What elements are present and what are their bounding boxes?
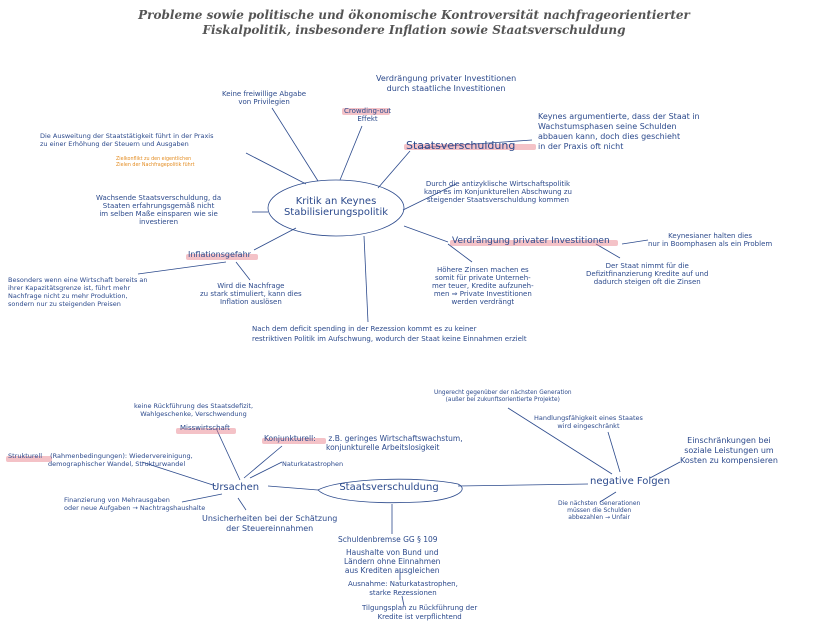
map1-wachsende-note: Wachsende Staatsverschuldung, da Staaten erfahrungsgemäß nicht im selben Maße einsparen wie sie investieren [96, 194, 222, 226]
map1-keynes-argument-note: Keynes argumentierte, dass der Staat in Wachstumsphasen seine Schulden abbauen kann, doch dies geschieht in der Praxis oft nicht [538, 112, 700, 151]
map2-haushalte-note: Haushalte von Bund und Ländern ohne Einnahmen aus Krediten ausgleichen [344, 548, 441, 575]
map2-strukturell-text: (Rahmenbedingungen): Wiedervereinigung, demographischer Wandel, Strukturwandel [48, 452, 193, 468]
map1-antizyklisch-note: Durch die antizyklische Wirtschaftspolitik kann es im Konjunkturellen Abschwung zu steigender Staatsverschuldung kommen [424, 180, 572, 204]
map2-naturkatastrophen-node: Naturkatastrophen [282, 460, 344, 468]
map1-nachfrage-note: Wird die Nachfrage zu stark stimuliert, kann dies Inflation auslösen [200, 282, 302, 306]
map1-hoehere-zinsen-note: Höhere Zinsen machen es somit für private Unterneh- mer teuer, Kredite aufzuneh- men ⇒ Private Investitionen werden verdrängt [432, 266, 534, 306]
map2-negative-folgen-node: negative Folgen [590, 476, 671, 487]
map1-verdraengung-private-node: Verdrängung privater Investitionen [452, 236, 610, 246]
page-title-line-2: Fiskalpolitik, insbesondere Inflation sowie Staatsverschuldung [202, 23, 626, 37]
page-title-line-1: Probleme sowie politische und ökonomische Kontroversität nachfrageorientierter [138, 8, 690, 22]
map1-crowding-out-node: Crowding-out Effekt [344, 107, 392, 123]
map1-staatsverschuldung-node: Staatsverschuldung [406, 139, 516, 152]
map2-konjunkturell-text: z.B. geringes Wirtschaftswachstum, konjunkturelle Arbeitslosigkeit [326, 434, 463, 452]
map1-besonders-note: Besonders wenn eine Wirtschaft bereits an ihrer Kapazitätsgrenze ist, führt mehr Nachfrage nicht zu mehr Produktion, sondern nur zu steigenden Preisen [8, 276, 148, 308]
map1-freiwillig-note: Keine freiwillige Abgabe von Privilegien [222, 90, 307, 106]
map1-ausweitung-note: Die Ausweitung der Staatstätigkeit führt in der Praxis zu einer Erhöhung der Steuern und Ausgaben [40, 132, 214, 148]
map2-ursachen-node: Ursachen [212, 482, 260, 493]
map2-ausnahme-note: Ausnahme: Naturkatastrophen, starke Rezessionen [348, 580, 458, 597]
map1-keynesianer-note: Keynesianer halten dies nur in Boomphasen als ein Problem [648, 232, 773, 248]
map1-verdraengung-top-note: Verdrängung privater Investitionen durch staatliche Investitionen [376, 74, 517, 93]
map2-schuldenbremse-node: Schuldenbremse GG § 109 [338, 535, 438, 544]
map2-einschraenkungen-note: Einschränkungen bei soziale Leistungen um Kosten zu kompensieren [680, 436, 778, 465]
map1-deficit-spending-note: Nach dem deficit spending in der Rezession kommt es zu keiner restriktiven Politik im Aufschwung, wodurch der Staat keine Einnahmen erzielt [252, 325, 527, 343]
map2-naechste-gen-note: Die nächsten Generationen müssen die Schulden abbezahlen → Unfair [558, 500, 641, 521]
map2-center-node: Staatsverschuldung [339, 482, 439, 493]
map2-ungerecht-note: Ungerecht gegenüber der nächsten Generation (außer bei zukunftsorientierte Projekte) [434, 390, 572, 403]
map2-tilgungsplan-note: Tilgungsplan zu Rückführung der Kredite ist verpflichtend [362, 604, 478, 621]
map2-strukturell-label: Strukturell [8, 452, 43, 460]
map2-misswirtschaft-node: Misswirtschaft [180, 424, 230, 432]
map2-mehrausgaben-note: Finanzierung von Mehrausgaben oder neue Aufgaben → Nachtragshaushalte [64, 496, 206, 512]
map2-rueckfuehrung-note: keine Rückführung des Staatsdefizit, Wahlgeschenke, Verschwendung [134, 402, 254, 418]
map1-inflationsgefahr-node: Inflationsgefahr [188, 250, 251, 259]
map2-handlungsfaehigkeit-note: Handlungsfähigkeit eines Staates wird eingeschränkt [534, 414, 643, 430]
map2-unsicherheiten-note: Unsicherheiten bei der Schätzung der Steuereinnahmen [202, 514, 338, 533]
map2-konjunkturell-label: Konjunkturell: [264, 434, 316, 443]
map1-zielkonflikt-note: Zielkonflikt zu den eigentlichen Zielen der Nachfragepolitik führt [116, 157, 195, 168]
map1-center-node: Kritik an Keynes Stabilisierungspolitik [283, 196, 389, 218]
map1-defizit-note: Der Staat nimmt für die Defizitfinanzierung Kredite auf und dadurch steigen oft die Zinsen [586, 262, 709, 286]
